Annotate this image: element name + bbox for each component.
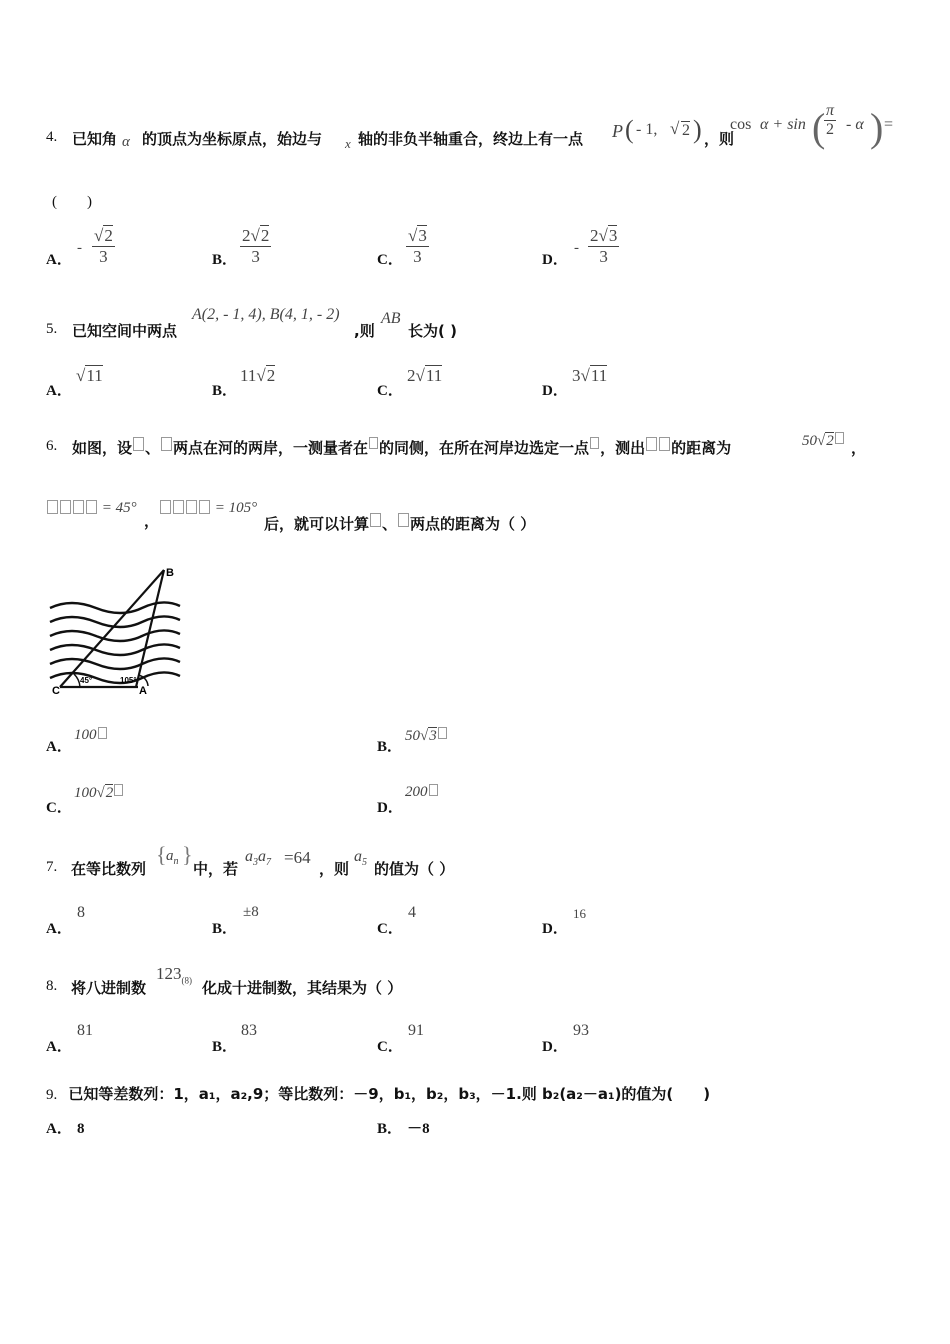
missing-glyph-box	[133, 437, 144, 451]
option-b[interactable]: B． 83	[212, 1022, 257, 1055]
option-d[interactable]: D． 200	[377, 784, 677, 814]
option-c[interactable]: C． 2√11	[377, 366, 443, 399]
option-a[interactable]: A． 8	[46, 904, 85, 937]
option-a[interactable]: A． 100	[46, 727, 346, 757]
option-a[interactable]: A． √11	[46, 366, 103, 399]
option-d[interactable]: D． 3√11	[542, 366, 608, 399]
label-c: C	[52, 685, 60, 697]
option-b[interactable]: B． －8	[377, 1121, 430, 1137]
option-b[interactable]: B． $\frac{2√2}{3}$	[212, 226, 270, 268]
option-b[interactable]: B． 50√3	[377, 727, 677, 757]
option-b[interactable]: B． 11√2	[212, 366, 276, 399]
option-d[interactable]: D． 93	[542, 1022, 589, 1055]
question-number: 8.	[46, 978, 58, 994]
option-c[interactable]: C． 91	[377, 1022, 424, 1055]
option-a[interactable]: A． - $\frac{√2}{3}$	[46, 226, 113, 268]
option-b[interactable]: B． ±8	[212, 904, 259, 937]
missing-glyph-box	[398, 513, 409, 527]
river-triangle-figure	[46, 562, 186, 700]
label-angle-45: 45°	[80, 676, 93, 685]
missing-glyph-box	[370, 513, 381, 527]
question-4-paren: ( )	[52, 194, 92, 210]
label-a: A	[139, 685, 147, 697]
option-c[interactable]: C． 4	[377, 904, 416, 937]
missing-glyph-box	[659, 437, 670, 451]
option-d[interactable]: D． - $\frac{2√3}{3}$	[542, 226, 618, 268]
missing-glyph-box	[590, 437, 599, 449]
river-waves	[50, 602, 180, 683]
option-a[interactable]: A． 8	[46, 1121, 85, 1137]
label-angle-105: 105°	[120, 676, 137, 685]
option-d[interactable]: D． 16	[542, 906, 586, 937]
missing-glyph-box	[369, 437, 378, 449]
question-number: 6.	[46, 438, 58, 454]
question-9-stem: 9. 已知等差数列：1，a₁，a₂,9；等比数列：－9，b₁，b₂，b₃，－1.则 b₂(a₂－a₁)的值为( )	[46, 1085, 711, 1103]
question-number: 4.	[46, 129, 58, 145]
question-number: 5.	[46, 321, 58, 337]
option-c[interactable]: C． 100√2	[46, 784, 346, 814]
question-number: 9.	[46, 1087, 58, 1103]
question-number: 7.	[46, 859, 58, 875]
missing-glyph-box	[646, 437, 657, 451]
label-b: B	[166, 567, 174, 579]
option-a[interactable]: A． 81	[46, 1022, 93, 1055]
option-c[interactable]: C． $\frac{√3}{3}$	[377, 226, 427, 268]
missing-glyph-box	[161, 437, 172, 451]
